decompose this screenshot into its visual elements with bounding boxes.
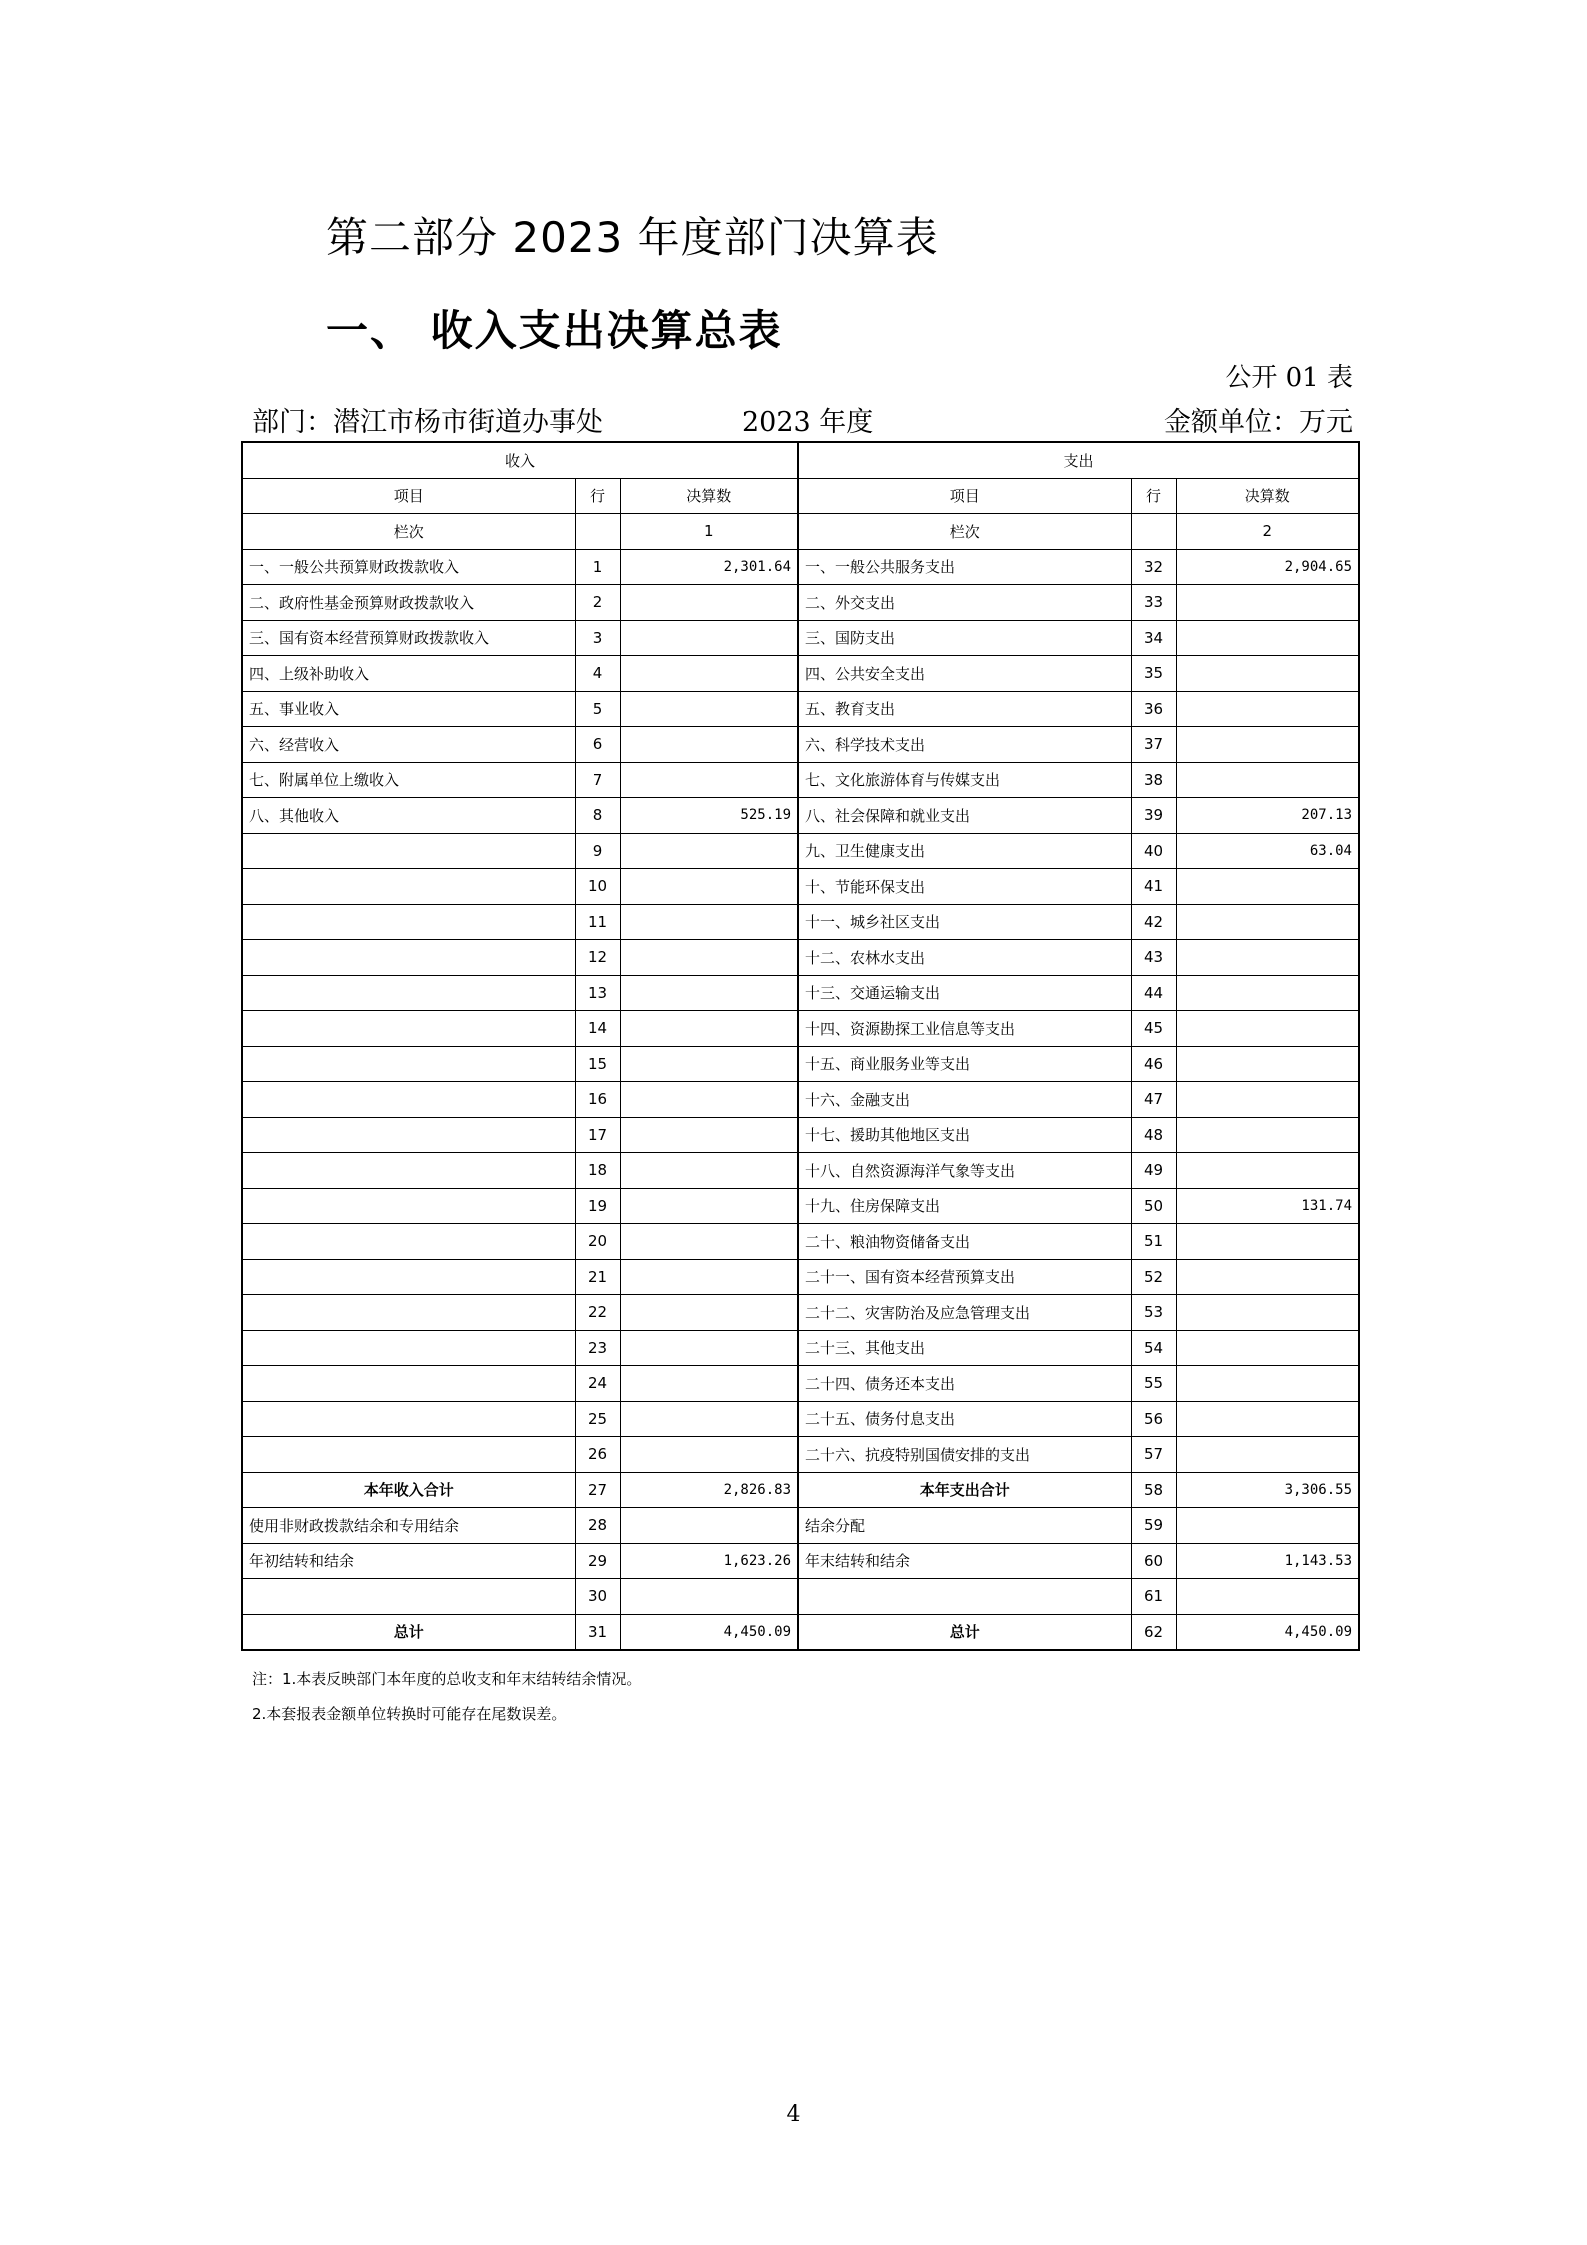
income-line-number: 20: [575, 1224, 620, 1260]
income-line-number: 8: [575, 798, 620, 834]
income-amount-header: 决算数: [620, 478, 798, 514]
income-col-empty: [575, 514, 620, 550]
expense-item-cell: 十九、住房保障支出: [798, 1188, 1131, 1224]
income-amount-cell: [620, 1011, 798, 1047]
expense-amount-cell: [1176, 1224, 1359, 1260]
expense-item-cell: 十五、商业服务业等支出: [798, 1046, 1131, 1082]
expense-line-number: 44: [1131, 975, 1176, 1011]
expense-line-number: 42: [1131, 904, 1176, 940]
income-amount-cell: [620, 585, 798, 621]
table-row: [242, 1224, 1359, 1260]
income-amount-cell: [620, 940, 798, 976]
income-line-number: 6: [575, 727, 620, 763]
expense-item-cell: 二十、粮油物资储备支出: [798, 1224, 1131, 1260]
expense-item-cell: 十八、自然资源海洋气象等支出: [798, 1153, 1131, 1189]
expense-line-number: 62: [1131, 1614, 1176, 1650]
income-amount-cell: 1,623.26: [620, 1543, 798, 1579]
expense-line-number: 58: [1131, 1472, 1176, 1508]
income-line-number: 19: [575, 1188, 620, 1224]
income-amount-cell: 4,450.09: [620, 1614, 798, 1650]
expense-col-label: 栏次: [798, 514, 1131, 550]
expense-line-number: 47: [1131, 1082, 1176, 1118]
expense-amount-cell: [1176, 869, 1359, 905]
expense-line-number: 48: [1131, 1117, 1176, 1153]
income-line-number: 31: [575, 1614, 620, 1650]
expense-amount-cell: [1176, 975, 1359, 1011]
expense-line-number: 54: [1131, 1330, 1176, 1366]
income-amount-cell: [620, 656, 798, 692]
expense-item-cell: 二十一、国有资本经营预算支出: [798, 1259, 1131, 1295]
income-amount-cell: [620, 1153, 798, 1189]
income-item-cell: 七、附属单位上缴收入: [242, 762, 575, 798]
table-row: [242, 1401, 1359, 1437]
table-row: [242, 1046, 1359, 1082]
budget-summary-table: [241, 441, 1360, 1651]
income-line-number: 1: [575, 549, 620, 585]
table-number: 公开 01 表: [1225, 363, 1353, 393]
table-row: [242, 833, 1359, 869]
income-line-number: 26: [575, 1437, 620, 1473]
income-amount-cell: [620, 869, 798, 905]
income-line-number: 16: [575, 1082, 620, 1118]
expense-amount-header: 决算数: [1176, 478, 1359, 514]
expense-item-cell: 二十四、债务还本支出: [798, 1366, 1131, 1402]
income-line-number: 30: [575, 1579, 620, 1615]
table-row: [242, 869, 1359, 905]
expense-amount-cell: [1176, 620, 1359, 656]
income-line-number: 27: [575, 1472, 620, 1508]
income-amount-cell: [620, 1224, 798, 1260]
income-item-cell: [242, 869, 575, 905]
income-item-cell: [242, 1366, 575, 1402]
expense-line-number: 41: [1131, 869, 1176, 905]
expense-item-cell: 十、节能环保支出: [798, 869, 1131, 905]
table-row: [242, 1011, 1359, 1047]
expense-amount-cell: 63.04: [1176, 833, 1359, 869]
table-row: [242, 940, 1359, 976]
expense-item-cell: 年末结转和结余: [798, 1543, 1131, 1579]
expense-amount-cell: [1176, 1437, 1359, 1473]
expense-item-cell: 二十五、债务付息支出: [798, 1401, 1131, 1437]
expense-amount-cell: [1176, 656, 1359, 692]
income-amount-cell: [620, 762, 798, 798]
income-item-cell: 三、国有资本经营预算财政拨款收入: [242, 620, 575, 656]
table-row: [242, 1082, 1359, 1118]
income-item-cell: [242, 1117, 575, 1153]
expense-line-number: 39: [1131, 798, 1176, 834]
expense-line-number: 55: [1131, 1366, 1176, 1402]
income-item-cell: 五、事业收入: [242, 691, 575, 727]
table-row: [242, 904, 1359, 940]
expense-header: 支出: [798, 442, 1359, 478]
income-line-number: 7: [575, 762, 620, 798]
table-row: [242, 1437, 1359, 1473]
income-item-cell: [242, 1401, 575, 1437]
income-amount-cell: 2,301.64: [620, 549, 798, 585]
income-item-cell: [242, 1011, 575, 1047]
expense-amount-cell: [1176, 904, 1359, 940]
table-title: 一、 收入支出决算总表: [326, 306, 783, 355]
expense-item-cell: 结余分配: [798, 1508, 1131, 1544]
expense-amount-cell: [1176, 1295, 1359, 1331]
expense-line-number: 43: [1131, 940, 1176, 976]
income-col-number: 1: [620, 514, 798, 550]
expense-item-cell: 总计: [798, 1614, 1131, 1650]
income-amount-cell: 525.19: [620, 798, 798, 834]
table-row: [242, 762, 1359, 798]
table-row: [242, 1188, 1359, 1224]
expense-item-cell: 十一、城乡社区支出: [798, 904, 1131, 940]
expense-item-cell: 十四、资源勘探工业信息等支出: [798, 1011, 1131, 1047]
part-title: 第二部分 2023 年度部门决算表: [326, 213, 939, 262]
income-amount-cell: 2,826.83: [620, 1472, 798, 1508]
table-row: [242, 691, 1359, 727]
table-row: [242, 585, 1359, 621]
income-line-number: 2: [575, 585, 620, 621]
income-amount-cell: [620, 1188, 798, 1224]
expense-item-cell: 八、社会保障和就业支出: [798, 798, 1131, 834]
expense-line-number: 33: [1131, 585, 1176, 621]
expense-amount-cell: 1,143.53: [1176, 1543, 1359, 1579]
income-line-number: 15: [575, 1046, 620, 1082]
income-line-number: 13: [575, 975, 620, 1011]
expense-amount-cell: [1176, 1259, 1359, 1295]
expense-item-cell: 十三、交通运输支出: [798, 975, 1131, 1011]
income-line-number: 12: [575, 940, 620, 976]
income-item-cell: 一、一般公共预算财政拨款收入: [242, 549, 575, 585]
income-item-cell: 总计: [242, 1614, 575, 1650]
income-item-cell: [242, 1224, 575, 1260]
income-item-cell: [242, 1579, 575, 1615]
income-line-number: 21: [575, 1259, 620, 1295]
expense-col-empty: [1131, 514, 1176, 550]
expense-line-number: 32: [1131, 549, 1176, 585]
table-row: [242, 549, 1359, 585]
expense-amount-cell: [1176, 762, 1359, 798]
income-amount-cell: [620, 727, 798, 763]
expense-item-cell: 二、外交支出: [798, 585, 1131, 621]
income-amount-cell: [620, 1330, 798, 1366]
expense-line-number: 51: [1131, 1224, 1176, 1260]
expense-item-cell: 一、一般公共服务支出: [798, 549, 1131, 585]
expense-line-number: 46: [1131, 1046, 1176, 1082]
table-row: [242, 656, 1359, 692]
expense-line-number: 40: [1131, 833, 1176, 869]
income-line-number: 22: [575, 1295, 620, 1331]
income-amount-cell: [620, 1082, 798, 1118]
income-amount-cell: [620, 691, 798, 727]
expense-item-cell: 十二、农林水支出: [798, 940, 1131, 976]
expense-item-cell: 九、卫生健康支出: [798, 833, 1131, 869]
table-row: [242, 1153, 1359, 1189]
expense-line-number: 50: [1131, 1188, 1176, 1224]
expense-item-cell: 四、公共安全支出: [798, 656, 1131, 692]
income-line-number: 17: [575, 1117, 620, 1153]
income-header: 收入: [242, 442, 798, 478]
expense-item-cell: 十六、金融支出: [798, 1082, 1131, 1118]
income-col-label: 栏次: [242, 514, 575, 550]
table-row: [242, 1259, 1359, 1295]
expense-item-cell: 六、科学技术支出: [798, 727, 1131, 763]
table-row: [242, 1366, 1359, 1402]
income-item-cell: [242, 1082, 575, 1118]
expense-line-number: 59: [1131, 1508, 1176, 1544]
department-label: 部门：潜江市杨市街道办事处: [252, 407, 603, 438]
page-number: 4: [786, 2102, 801, 2127]
income-line-number: 24: [575, 1366, 620, 1402]
expense-amount-cell: [1176, 727, 1359, 763]
expense-amount-cell: [1176, 1153, 1359, 1189]
expense-amount-cell: 3,306.55: [1176, 1472, 1359, 1508]
expense-line-number: 53: [1131, 1295, 1176, 1331]
expense-line-number: 38: [1131, 762, 1176, 798]
income-item-cell: [242, 1259, 575, 1295]
expense-amount-cell: [1176, 691, 1359, 727]
expense-line-number: 36: [1131, 691, 1176, 727]
table-row: [242, 1579, 1359, 1615]
income-row-header: 行: [575, 478, 620, 514]
table-row: [242, 798, 1359, 834]
income-amount-cell: [620, 1579, 798, 1615]
expense-item-cell: 十七、援助其他地区支出: [798, 1117, 1131, 1153]
expense-amount-cell: [1176, 1401, 1359, 1437]
expense-amount-cell: [1176, 1046, 1359, 1082]
income-amount-cell: [620, 833, 798, 869]
header-row-colnum: [242, 514, 1359, 550]
income-line-number: 28: [575, 1508, 620, 1544]
amount-unit-label: 金额单位：万元: [1164, 407, 1353, 438]
income-line-number: 29: [575, 1543, 620, 1579]
table-row: [242, 1508, 1359, 1544]
table-row: [242, 1543, 1359, 1579]
income-amount-cell: [620, 1366, 798, 1402]
table-row: [242, 1117, 1359, 1153]
income-item-cell: [242, 904, 575, 940]
expense-line-number: 35: [1131, 656, 1176, 692]
income-item-cell: [242, 940, 575, 976]
income-item-cell: 八、其他收入: [242, 798, 575, 834]
header-row-columns: [242, 478, 1359, 514]
income-amount-cell: [620, 975, 798, 1011]
expense-amount-cell: 207.13: [1176, 798, 1359, 834]
expense-item-cell: [798, 1579, 1131, 1615]
expense-item-cell: 二十二、灾害防治及应急管理支出: [798, 1295, 1131, 1331]
fiscal-year-label: 2023 年度: [742, 407, 874, 438]
expense-amount-cell: 4,450.09: [1176, 1614, 1359, 1650]
income-item-cell: 六、经营收入: [242, 727, 575, 763]
income-line-number: 18: [575, 1153, 620, 1189]
expense-amount-cell: [1176, 1366, 1359, 1402]
income-item-header: 项目: [242, 478, 575, 514]
table-row: [242, 727, 1359, 763]
income-item-cell: 使用非财政拨款结余和专用结余: [242, 1508, 575, 1544]
table-row: [242, 1330, 1359, 1366]
income-line-number: 5: [575, 691, 620, 727]
expense-line-number: 49: [1131, 1153, 1176, 1189]
income-item-cell: 二、政府性基金预算财政拨款收入: [242, 585, 575, 621]
income-item-cell: [242, 1295, 575, 1331]
expense-amount-cell: [1176, 1011, 1359, 1047]
expense-line-number: 45: [1131, 1011, 1176, 1047]
expense-line-number: 61: [1131, 1579, 1176, 1615]
income-amount-cell: [620, 1437, 798, 1473]
income-item-cell: [242, 1437, 575, 1473]
income-item-cell: [242, 833, 575, 869]
expense-item-header: 项目: [798, 478, 1131, 514]
income-amount-cell: [620, 1259, 798, 1295]
income-amount-cell: [620, 904, 798, 940]
expense-row-header: 行: [1131, 478, 1176, 514]
income-item-cell: 年初结转和结余: [242, 1543, 575, 1579]
income-amount-cell: [620, 1295, 798, 1331]
expense-amount-cell: [1176, 585, 1359, 621]
income-item-cell: [242, 1153, 575, 1189]
income-amount-cell: [620, 1508, 798, 1544]
table-row: [242, 1295, 1359, 1331]
expense-item-cell: 三、国防支出: [798, 620, 1131, 656]
income-amount-cell: [620, 1046, 798, 1082]
income-amount-cell: [620, 620, 798, 656]
table-row: [242, 1472, 1359, 1508]
expense-amount-cell: 2,904.65: [1176, 549, 1359, 585]
expense-item-cell: 二十六、抗疫特别国债安排的支出: [798, 1437, 1131, 1473]
table-row: [242, 620, 1359, 656]
expense-line-number: 34: [1131, 620, 1176, 656]
income-line-number: 14: [575, 1011, 620, 1047]
expense-line-number: 37: [1131, 727, 1176, 763]
expense-col-number: 2: [1176, 514, 1359, 550]
expense-item-cell: 七、文化旅游体育与传媒支出: [798, 762, 1131, 798]
expense-item-cell: 五、教育支出: [798, 691, 1131, 727]
income-line-number: 23: [575, 1330, 620, 1366]
expense-amount-cell: [1176, 1082, 1359, 1118]
expense-amount-cell: [1176, 940, 1359, 976]
expense-item-cell: 二十三、其他支出: [798, 1330, 1131, 1366]
note-1: 注：1.本表反映部门本年度的总收支和年末结转结余情况。: [252, 1670, 642, 1688]
expense-item-cell: 本年支出合计: [798, 1472, 1131, 1508]
expense-amount-cell: [1176, 1117, 1359, 1153]
income-line-number: 4: [575, 656, 620, 692]
income-item-cell: 四、上级补助收入: [242, 656, 575, 692]
expense-amount-cell: [1176, 1579, 1359, 1615]
income-line-number: 10: [575, 869, 620, 905]
expense-line-number: 56: [1131, 1401, 1176, 1437]
income-item-cell: [242, 1330, 575, 1366]
income-line-number: 9: [575, 833, 620, 869]
expense-amount-cell: 131.74: [1176, 1188, 1359, 1224]
expense-line-number: 60: [1131, 1543, 1176, 1579]
header-row-section: [242, 442, 1359, 478]
income-line-number: 25: [575, 1401, 620, 1437]
expense-amount-cell: [1176, 1330, 1359, 1366]
income-item-cell: 本年收入合计: [242, 1472, 575, 1508]
income-amount-cell: [620, 1401, 798, 1437]
income-item-cell: [242, 975, 575, 1011]
income-line-number: 11: [575, 904, 620, 940]
income-item-cell: [242, 1046, 575, 1082]
table-row: [242, 1614, 1359, 1650]
income-item-cell: [242, 1188, 575, 1224]
expense-line-number: 52: [1131, 1259, 1176, 1295]
note-2: 2.本套报表金额单位转换时可能存在尾数误差。: [252, 1705, 567, 1723]
table-row: [242, 975, 1359, 1011]
income-line-number: 3: [575, 620, 620, 656]
expense-line-number: 57: [1131, 1437, 1176, 1473]
income-amount-cell: [620, 1117, 798, 1153]
expense-amount-cell: [1176, 1508, 1359, 1544]
